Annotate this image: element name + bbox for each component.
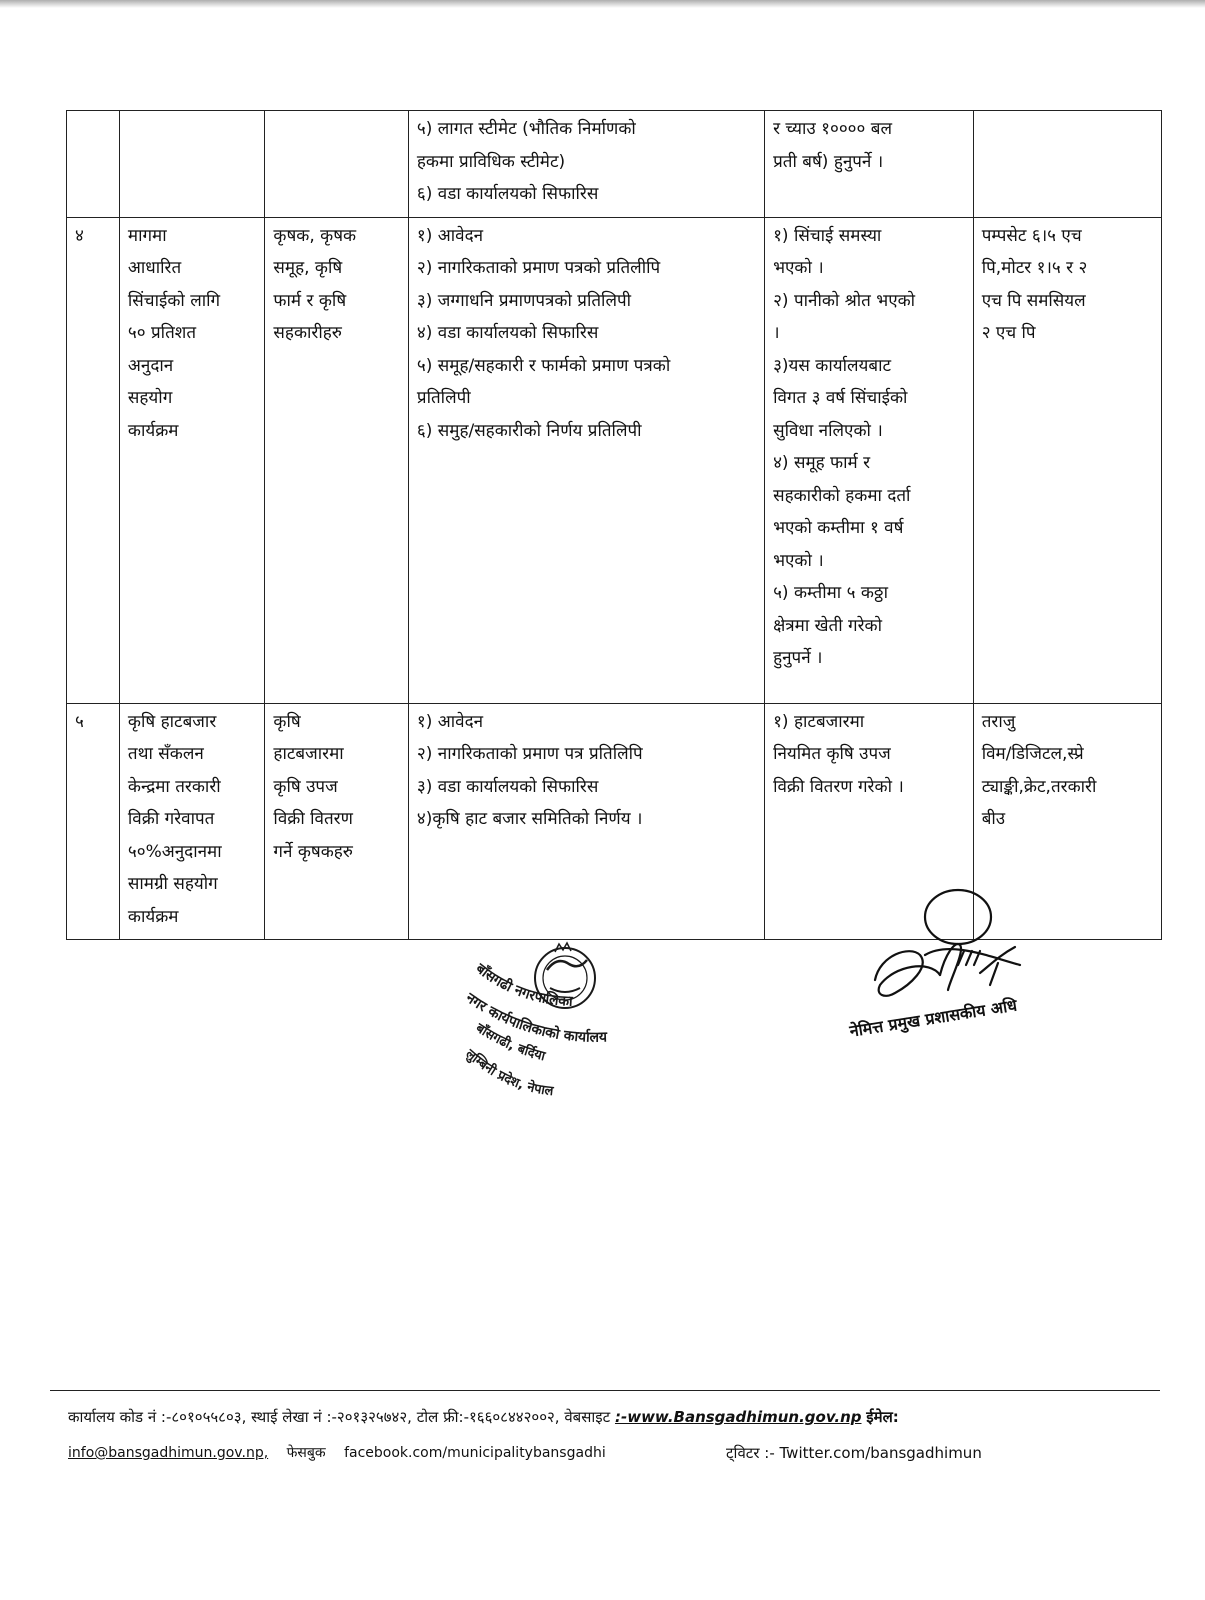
cell-line: ६) वडा कार्यालयको सिफारिस <box>416 184 599 204</box>
cell-line: २) नागरिकताको प्रमाण पत्रको प्रतिलीपि <box>416 258 661 278</box>
stamp-line: लुम्बिनी प्रदेश, नेपाल <box>462 1046 555 1100</box>
cell-line: १) हाटबजारमा <box>773 711 865 732</box>
cell-line: कार्यक्रम <box>127 420 179 441</box>
twitter-line <box>726 1443 982 1463</box>
cell-line: ५० प्रतिशत <box>127 323 197 343</box>
cell-line: मागमा <box>127 225 167 246</box>
cell-line: सुविधा नलिएको । <box>773 420 883 441</box>
cell-line: ट्याङ्की,क्रेट,तरकारी <box>981 776 1097 797</box>
cell-line: विम/डिजिटल,स्प्रे <box>981 744 1084 764</box>
cell-line: प्रती बर्ष) हुनुपर्ने । <box>773 151 884 172</box>
required-documents-cell <box>408 111 764 218</box>
municipality-stamp <box>455 930 655 1110</box>
table-row <box>67 217 1162 703</box>
cell-line: १) आवेदन <box>416 225 484 246</box>
cell-line: ५) लागत स्टीमेट (भौतिक निर्माणको <box>416 119 636 139</box>
stamp-line: नगर कार्यपालिकाको कार्यालय <box>462 990 608 1046</box>
twitter-link[interactable]: :- Twitter.com/bansgadhimun <box>764 1444 982 1462</box>
cell-line: ५) कम्तीमा ५ कठ्ठा <box>773 583 889 603</box>
cell-line: र च्याउ १०००० बल <box>773 119 892 139</box>
cell-line: कृषक, कृषक <box>273 225 357 246</box>
cell-line: फार्म र कृषि <box>273 290 347 311</box>
stamp-line: बाँसगढी नगरपालिका <box>472 960 574 1010</box>
serial-number-cell <box>67 111 120 218</box>
facebook-label: फेसबुक <box>286 1445 326 1461</box>
cell-line: ४) वडा कार्यालयको सिफारिस <box>416 323 599 343</box>
cell-line: कृषि <box>273 711 301 732</box>
cell-line: २ एच पि <box>981 323 1036 343</box>
program-table <box>66 110 1162 940</box>
criteria-cell <box>765 111 974 218</box>
cell-line: भएको । <box>773 550 824 571</box>
cell-line: ४ <box>75 225 84 246</box>
serial-number-cell <box>67 703 120 940</box>
cell-line: सहकारीहरु <box>273 323 342 343</box>
cell-line: तथा सँकलन <box>127 744 204 764</box>
website-label: वेबसाइट <box>564 1408 611 1426</box>
cell-line: भएको । <box>773 258 824 278</box>
cell-line: सहकारीको हकमा दर्ता <box>773 485 911 506</box>
cell-line: समूह, कृषि <box>273 258 343 278</box>
cell-line: केन्द्रमा तरकारी <box>127 776 221 797</box>
cell-line: ३) वडा कार्यालयको सिफारिस <box>416 776 599 797</box>
facebook-link[interactable]: facebook.com/municipalitybansgadhi <box>344 1445 606 1461</box>
cell-line: कार्यक्रम <box>127 906 179 927</box>
cell-line: ६) समुह/सहकारीको निर्णय प्रतिलिपी <box>416 420 642 441</box>
cell-line: विक्री वितरण गरेको । <box>773 776 904 797</box>
cell-line: । <box>773 323 780 343</box>
email-label: ईमेल: <box>866 1408 899 1426</box>
email-link[interactable]: info@bansgadhimun.gov.np, <box>68 1445 269 1461</box>
cell-line: ५०%अनुदानमा <box>127 841 222 862</box>
criteria-cell <box>765 217 974 703</box>
cell-line: गर्ने कृषकहरु <box>273 841 353 862</box>
materials-cell <box>973 111 1161 218</box>
cell-line: १) आवेदन <box>416 711 484 732</box>
cell-line: क्षेत्रमा खेती गरेको <box>773 615 883 636</box>
cell-line: सिंचाईको लागि <box>127 290 221 311</box>
twitter-label: ट्विटर <box>726 1444 760 1462</box>
cell-line: पि,मोटर १।५ र २ <box>981 258 1088 278</box>
cell-line: पम्पसेट ६।५ एच <box>981 225 1082 246</box>
beneficiary-cell <box>265 703 408 940</box>
cell-line: हुनुपर्ने । <box>773 648 823 668</box>
footer-line-1 <box>68 1407 899 1427</box>
cell-line: नियमित कृषि उपज <box>773 744 891 764</box>
office-code: कार्यालय कोड नं :-८०१०५५८०३, <box>68 1408 247 1426</box>
cell-line: अनुदान <box>127 355 174 376</box>
cell-line: १) सिंचाई समस्या <box>773 225 882 246</box>
cell-line: २) नागरिकताको प्रमाण पत्र प्रतिलिपि <box>416 744 643 764</box>
cell-line: ३) जग्गाधनि प्रमाणपत्रको प्रतिलिपी <box>416 290 632 311</box>
program-cell <box>119 111 265 218</box>
required-documents-cell <box>408 217 764 703</box>
materials-cell <box>973 217 1161 703</box>
cell-line: सामग्री सहयोग <box>127 874 218 894</box>
stamp-line: बाँसगढी, बर्दिया <box>472 1020 547 1065</box>
cell-line: हाटबजारमा <box>273 744 344 764</box>
cell-line: ४) समूह फार्म र <box>773 453 871 473</box>
footer-line-2 <box>68 1443 620 1462</box>
cell-line: कृषि हाटबजार <box>127 711 217 732</box>
website-link[interactable]: :-www.Bansgadhimun.gov.np <box>614 1408 862 1426</box>
cell-line: ५ <box>75 711 84 732</box>
cell-line: कृषि उपज <box>273 776 338 797</box>
cell-line: २) पानीको श्रोत भएको <box>773 290 916 311</box>
beneficiary-cell <box>265 111 408 218</box>
cell-line: विक्री वितरण <box>273 809 353 829</box>
beneficiary-cell <box>265 217 408 703</box>
cell-line: तराजु <box>981 711 1016 732</box>
cell-line: आधारित <box>127 258 182 278</box>
cell-line: सहयोग <box>127 388 173 408</box>
cell-line: एच पि समसियल <box>981 290 1086 311</box>
table-row <box>67 111 1162 218</box>
cell-line: ४)कृषि हाट बजार समितिको निर्णय । <box>416 809 643 829</box>
scan-edge <box>0 0 1205 8</box>
toll-free-number: टोल फ्री:-१६६०८४४२००२, <box>416 1408 560 1426</box>
serial-number-cell <box>67 217 120 703</box>
cell-line: प्रतिलिपी <box>416 388 471 408</box>
cell-line: बीउ <box>981 809 1006 829</box>
required-documents-cell <box>408 703 764 940</box>
cell-line: विक्री गरेवापत <box>127 809 215 829</box>
footer <box>50 1390 1160 1462</box>
program-cell <box>119 217 265 703</box>
cell-line: विगत ३ वर्ष सिंचाईको <box>773 388 908 408</box>
cell-line: ५) समूह/सहकारी र फार्मको प्रमाण पत्रको <box>416 355 671 376</box>
cell-line: हकमा प्राविधिक स्टीमेट) <box>416 151 566 172</box>
cell-line: भएको कम्तीमा १ वर्ष <box>773 518 904 538</box>
program-cell <box>119 703 265 940</box>
cell-line: ३)यस कार्यालयबाट <box>773 355 892 376</box>
signatory-title: नेमित्त प्रमुख प्रशासकीय अधि <box>848 995 1019 1041</box>
account-number: स्थाई लेखा नं :-२०१३२५७४२, <box>251 1408 412 1426</box>
